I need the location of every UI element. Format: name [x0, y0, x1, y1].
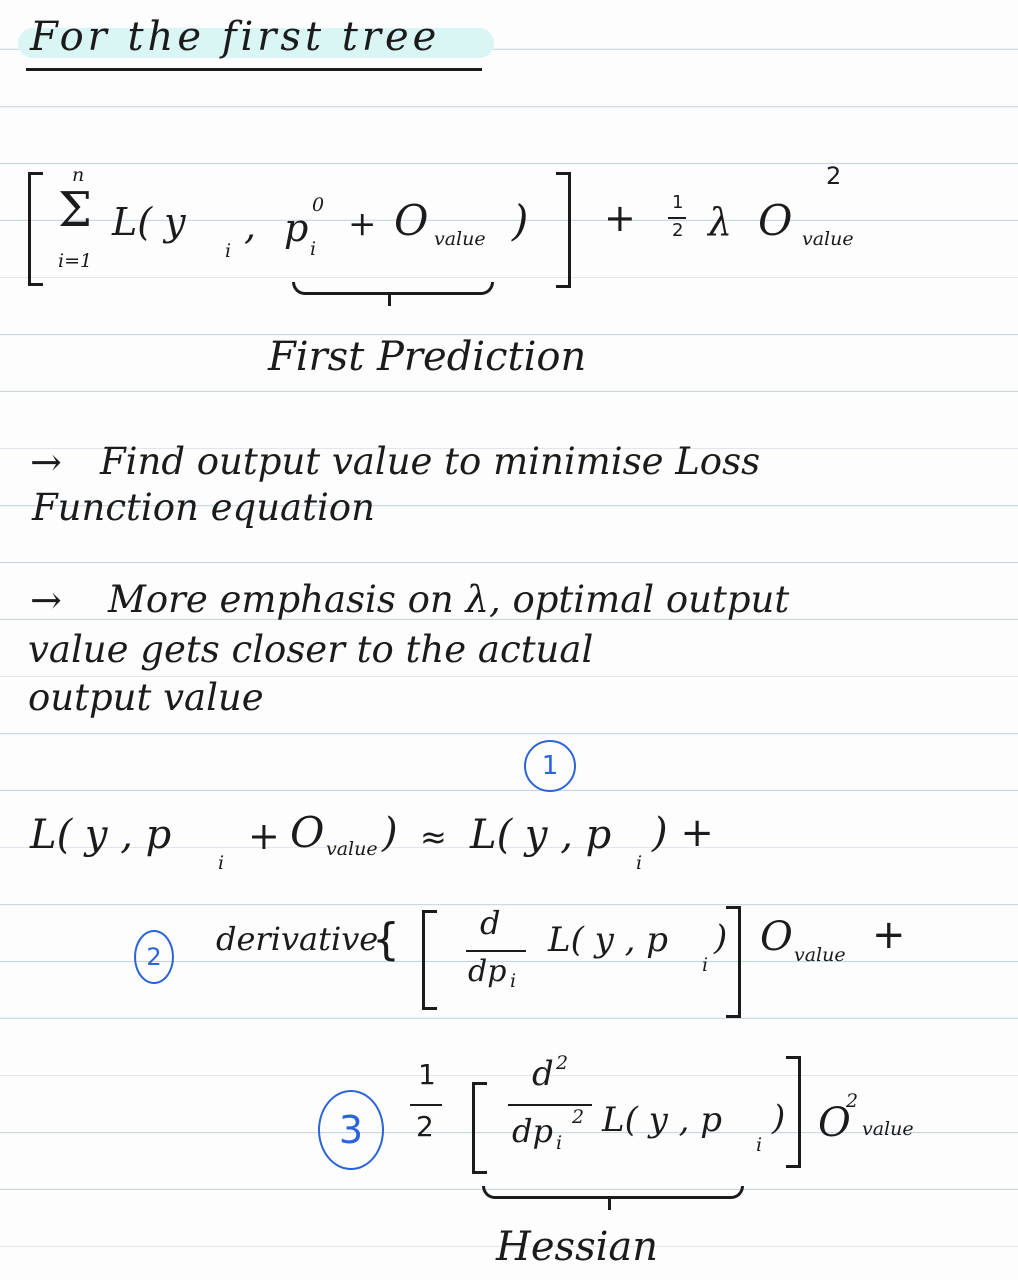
reg-output-subscript: value — [802, 228, 854, 250]
note-2-line-3: output value — [28, 676, 264, 719]
plus-sign: + — [348, 204, 377, 244]
taylor-rhs: L( y , p — [470, 812, 612, 858]
derivative-o: O — [760, 914, 793, 960]
d2-numerator: d — [532, 1054, 554, 1094]
d-body: L( y , p — [548, 920, 669, 960]
step-1-marker: 1 — [524, 740, 576, 792]
half-numerator: 1 — [672, 192, 684, 213]
title-underline — [26, 68, 482, 71]
loss-y-subscript: i — [225, 240, 232, 262]
derivative-o-subscript: value — [794, 944, 846, 966]
d-fraction-bar — [466, 950, 526, 952]
hessian-left-bracket — [472, 1082, 487, 1174]
taylor-rhs-subscript: i — [636, 852, 643, 874]
hessian-brace-tip — [608, 1198, 611, 1210]
hessian-o-superscript: 2 — [846, 1090, 859, 1112]
sum-symbol: Σ — [58, 182, 92, 238]
d-body-subscript: i — [702, 954, 709, 976]
hessian-brace — [482, 1186, 744, 1199]
d2-denominator: dp — [512, 1112, 553, 1150]
regularization-plus: + — [604, 196, 636, 240]
hessian-half-denominator: 2 — [416, 1110, 434, 1143]
note-1-arrow: → — [30, 440, 62, 484]
first-prediction-brace-tip — [388, 294, 391, 306]
lambda-symbol: λ — [708, 200, 733, 244]
comma: , — [244, 204, 257, 248]
hessian-label: Hessian — [496, 1224, 659, 1270]
note-1-line-1: Find output value to minimise Loss — [100, 440, 761, 483]
output-subscript: value — [434, 228, 486, 250]
derivative-word: derivative — [216, 920, 379, 958]
prediction-p: p — [284, 206, 309, 250]
first-prediction-label: First Prediction — [268, 334, 587, 380]
note-1-line-2: Function equation — [32, 486, 375, 529]
hessian-half-bar — [410, 1104, 442, 1106]
taylor-lhs-plus: + — [248, 814, 280, 858]
d-body-close: ) — [714, 918, 728, 958]
page-title: For the first tree — [30, 14, 441, 60]
derivative-right-bracket — [726, 906, 741, 1018]
d-denominator-subscript: i — [510, 970, 517, 992]
output-o: O — [394, 196, 429, 245]
taylor-lhs-close: ) — [382, 810, 398, 856]
approx-symbol: ≈ — [420, 818, 447, 856]
half-fraction-bar — [668, 217, 686, 219]
taylor-rhs-close: ) + — [652, 810, 714, 856]
prediction-subscript: i — [310, 238, 317, 260]
curly-brace: { — [372, 914, 400, 965]
derivative-plus: + — [872, 912, 906, 958]
close-paren: ) — [512, 196, 529, 245]
d2-denominator-subscript: i — [556, 1132, 563, 1154]
note-2-line-2: value gets closer to the actual — [28, 628, 594, 671]
left-square-bracket — [28, 172, 43, 286]
hessian-o: O — [818, 1100, 851, 1146]
note-2-arrow: → — [30, 578, 62, 622]
d2-numerator-superscript: 2 — [556, 1052, 569, 1074]
right-square-bracket — [556, 172, 571, 288]
d2-body: L( y , p — [602, 1100, 723, 1140]
hessian-right-bracket — [786, 1056, 801, 1168]
first-prediction-brace — [292, 282, 494, 295]
half-denominator: 2 — [672, 220, 684, 241]
d-numerator: d — [480, 904, 501, 942]
sum-lower-limit: i=1 — [58, 250, 93, 272]
taylor-lhs: L( y , p — [30, 812, 172, 858]
step-3-marker: 3 — [318, 1090, 384, 1170]
hessian-o-subscript: value — [862, 1118, 914, 1140]
loss-open: L( y — [112, 200, 186, 244]
reg-output-o: O — [758, 196, 793, 245]
sum-upper-limit: n — [72, 164, 85, 186]
d2-body-close: ) — [772, 1098, 786, 1138]
reg-exponent: 2 — [826, 162, 842, 190]
d2-denominator-superscript: 2 — [572, 1106, 585, 1128]
step-2-marker: 2 — [134, 930, 174, 984]
taylor-lhs-o-subscript: value — [326, 838, 378, 860]
note-2-line-1: More emphasis on λ, optimal output — [108, 578, 790, 621]
hessian-half-numerator: 1 — [418, 1058, 436, 1091]
d-denominator: dp — [468, 954, 507, 989]
prediction-superscript: 0 — [312, 194, 325, 216]
d2-body-subscript: i — [756, 1134, 763, 1156]
taylor-lhs-o: O — [290, 808, 325, 857]
taylor-lhs-subscript: i — [218, 852, 225, 874]
derivative-left-bracket — [422, 910, 437, 1010]
